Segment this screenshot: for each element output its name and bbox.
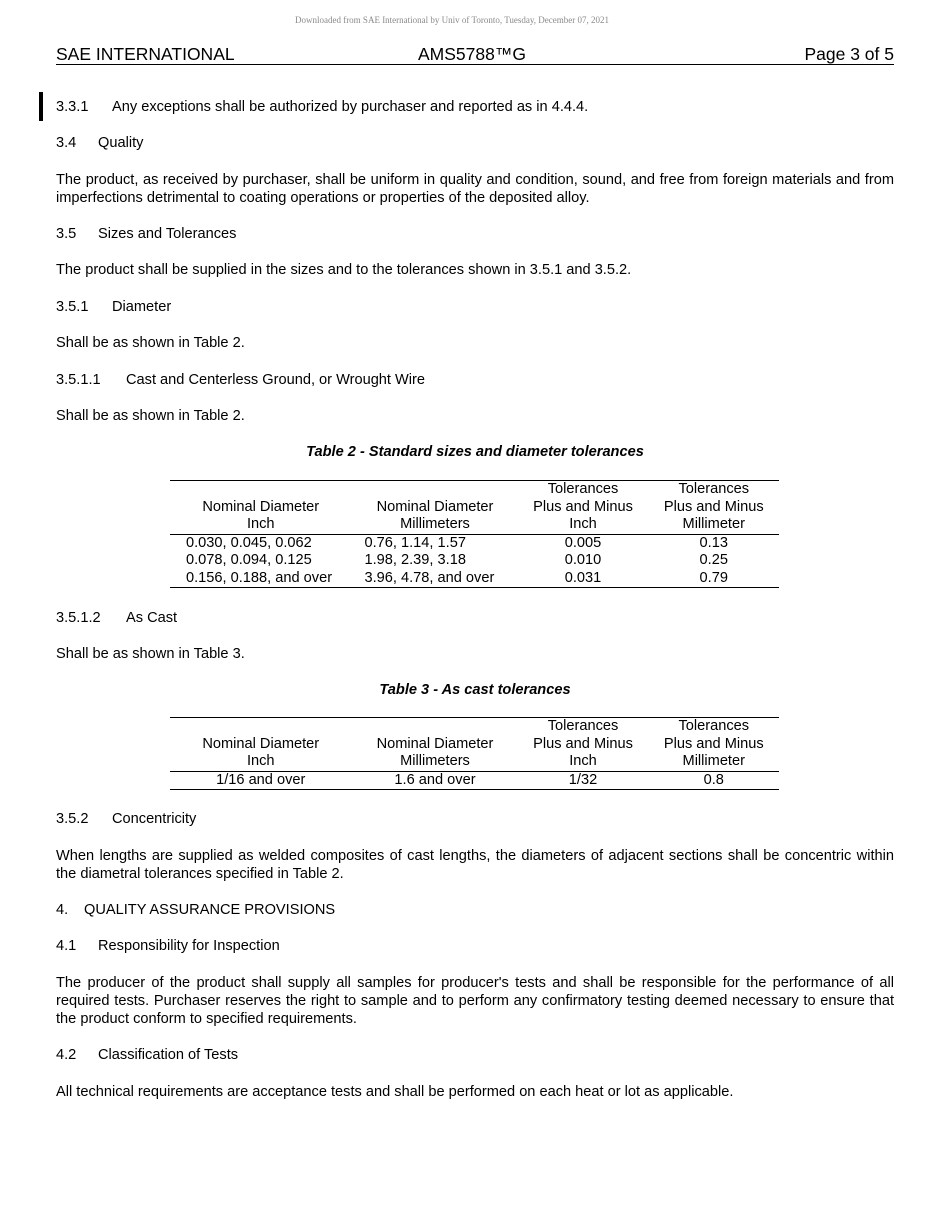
section-title: Responsibility for Inspection — [98, 938, 280, 954]
cell: 0.010 — [518, 552, 648, 570]
section-4-1-paragraph: The producer of the product shall supply all samples for producer's tests and shall be responsible for the performance of all required tests. Purchaser reserves the right to sample and to perform any confirmatory testing deemed necessary to ensure that the product conform to specified requirements. — [56, 975, 894, 1027]
section-number: 3.5.2 — [56, 811, 89, 827]
cell: 0.156, 0.188, and over — [170, 570, 352, 588]
table-row — [170, 570, 779, 588]
revision-change-bar — [39, 92, 43, 121]
section-title: Classification of Tests — [98, 1047, 239, 1063]
section-3-5-1-2-heading — [56, 609, 177, 627]
column-header-nominal-mm: Nominal Diameter Millimeters — [352, 718, 518, 772]
section-title: Sizes and Tolerances — [98, 226, 237, 242]
section-number: 3.5.1 — [56, 299, 89, 315]
section-title: Concentricity — [112, 811, 197, 827]
section-number: 4. — [56, 902, 69, 918]
table-row — [170, 771, 779, 790]
header-org: SAE INTERNATIONAL — [56, 44, 235, 64]
table-2 — [170, 480, 779, 588]
cell: 1/32 — [518, 771, 648, 790]
section-4-1-heading — [56, 937, 280, 955]
table-2-caption: Table 2 - Standard sizes and diameter tolerances — [306, 444, 644, 460]
cell: 0.76, 1.14, 1.57 — [352, 534, 518, 552]
cell: 0.79 — [648, 570, 779, 588]
section-3-5-2-heading — [56, 810, 196, 828]
section-3-3-1 — [56, 98, 588, 116]
table-row — [170, 534, 779, 552]
cell: 1.98, 2.39, 3.18 — [352, 552, 518, 570]
section-3-5-1-heading — [56, 298, 171, 316]
section-4-2-paragraph: All technical requirements are acceptance tests and shall be performed on each heat or lot as applicable. — [56, 1084, 734, 1100]
cell: 0.078, 0.094, 0.125 — [186, 552, 312, 568]
section-3-5-1-1-heading — [56, 371, 425, 389]
section-title: Cast and Centerless Ground, or Wrought Wire — [126, 372, 426, 388]
column-header-nominal-inch: Nominal Diameter Inch — [170, 718, 352, 772]
cell: 3.96, 4.78, and over — [352, 570, 518, 588]
section-number: 3.3.1 — [56, 99, 89, 115]
cell: 0.25 — [648, 552, 779, 570]
section-3-4-heading — [56, 134, 143, 152]
section-4-heading — [56, 901, 335, 919]
column-header-tolerance-mm: Tolerances Plus and Minus Millimeter — [648, 718, 779, 772]
section-3-4-paragraph: The product, as received by purchaser, shall be uniform in quality and condition, sound, and free from foreign materials and from imperfections detrimental to coating operations or properties of the deposited alloy. — [56, 172, 894, 206]
section-3-5-2-paragraph: When lengths are supplied as welded composites of cast lengths, the diameters of adjacent sections shall be concentric within the diametral tolerances specified in Table 2. — [56, 848, 894, 882]
cell: 0.8 — [648, 771, 779, 790]
section-number: 3.5.1.2 — [56, 610, 101, 626]
section-3-5-1-1-paragraph: Shall be as shown in Table 2. — [56, 408, 245, 424]
table-row — [170, 552, 779, 570]
section-title: As Cast — [126, 610, 178, 626]
table-header-row — [170, 481, 779, 535]
section-3-5-heading — [56, 225, 236, 243]
section-number: 4.2 — [56, 1047, 77, 1063]
table-3 — [170, 717, 779, 790]
cell: 0.031 — [518, 570, 648, 588]
section-3-5-1-2-paragraph: Shall be as shown in Table 3. — [56, 646, 245, 662]
header-rule — [56, 64, 894, 65]
section-title: Diameter — [112, 299, 172, 315]
column-header-nominal-mm: Nominal Diameter Millimeters — [352, 481, 518, 535]
section-number: 3.5 — [56, 226, 77, 242]
section-3-5-1-paragraph: Shall be as shown in Table 2. — [56, 335, 245, 351]
download-watermark: Downloaded from SAE International by Univ of Toronto, Tuesday, December 07, 2021 — [294, 15, 610, 25]
cell: 1/16 and over — [170, 771, 352, 790]
column-header-tolerance-inch: Tolerances Plus and Minus Inch — [518, 718, 648, 772]
section-number: 3.4 — [56, 135, 77, 151]
cell: 0.030, 0.045, 0.062 — [186, 534, 312, 551]
section-number: 3.5.1.1 — [56, 372, 101, 388]
section-text: Any exceptions shall be authorized by purchaser and reported as in 4.4.4. — [112, 99, 589, 115]
section-title: QUALITY ASSURANCE PROVISIONS — [84, 902, 336, 918]
column-header-tolerance-mm: Tolerances Plus and Minus Millimeter — [648, 481, 779, 535]
cell: 0.13 — [648, 534, 779, 552]
column-header-nominal-inch: Nominal Diameter Inch — [170, 481, 352, 535]
section-3-5-paragraph: The product shall be supplied in the sizes and to the tolerances shown in 3.5.1 and 3.5.2. — [56, 262, 632, 278]
table-header-row — [170, 718, 779, 772]
header-doc-number: AMS5788™G — [418, 44, 526, 64]
header-page-number: Page 3 of 5 — [804, 44, 894, 64]
section-title: Quality — [98, 135, 144, 151]
cell: 0.005 — [518, 534, 648, 552]
column-header-tolerance-inch: Tolerances Plus and Minus Inch — [518, 481, 648, 535]
section-number: 4.1 — [56, 938, 77, 954]
table-3-caption: Table 3 - As cast tolerances — [379, 682, 571, 698]
section-4-2-heading — [56, 1046, 238, 1064]
cell: 1.6 and over — [352, 771, 518, 790]
